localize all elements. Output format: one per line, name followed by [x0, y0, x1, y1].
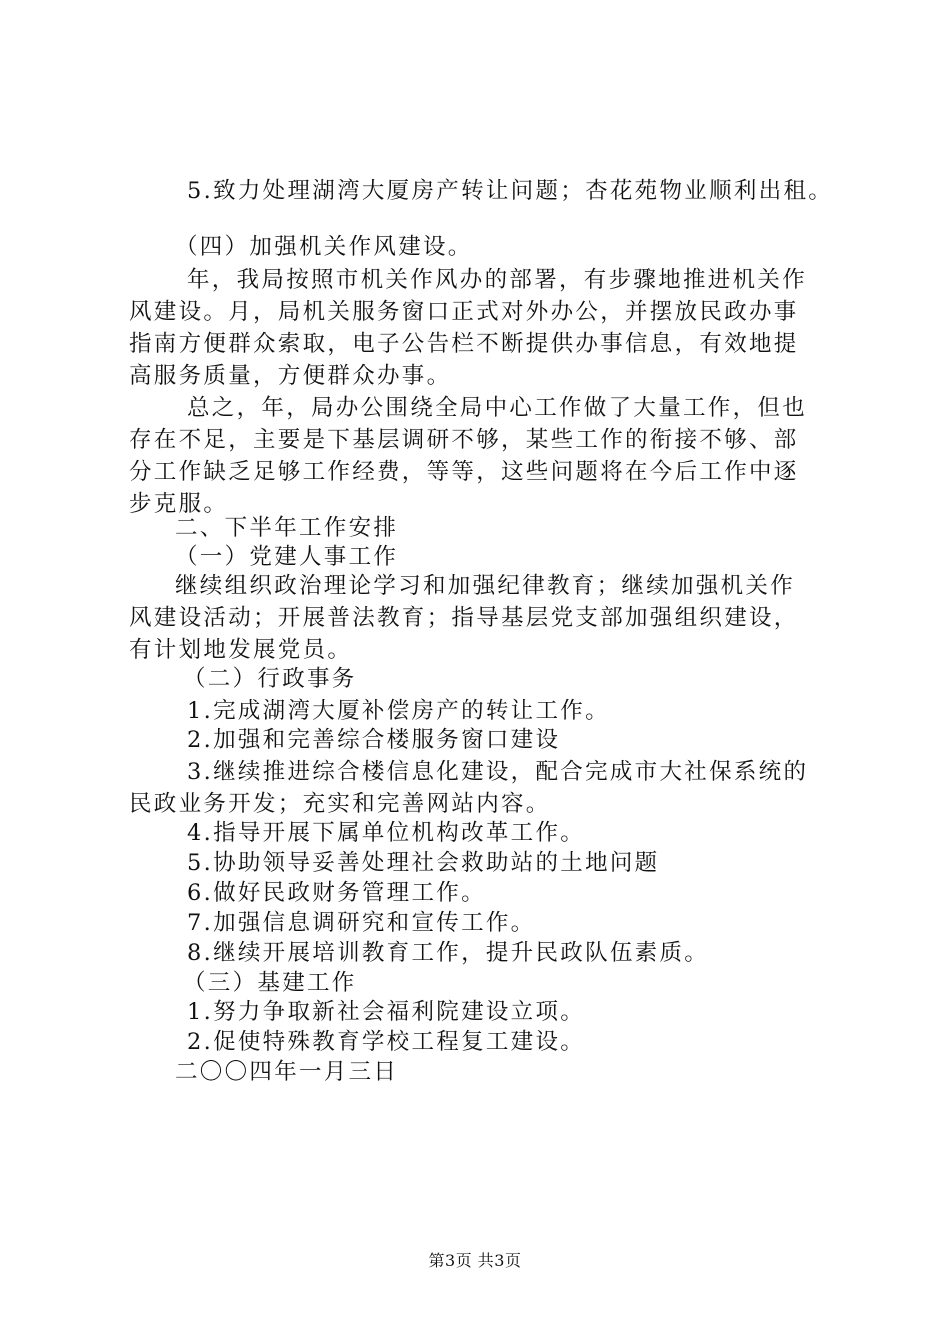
text-line: 继续组织政治理论学习和加强纪律教育；继续加强机关作: [175, 573, 796, 599]
section-heading: （一）党建人事工作: [175, 544, 399, 570]
list-item: 5.协助领导妥善处理社会救助站的土地问题: [187, 850, 660, 876]
list-item: 8.继续开展培训教育工作，提升民政队伍素质。: [187, 940, 710, 966]
section-heading: 二、下半年工作安排: [175, 515, 399, 541]
text-line: 总之，年，局办公围绕全局中心工作做了大量工作，但也: [187, 395, 808, 421]
text-line: 存在不足，主要是下基层调研不够，某些工作的衔接不够、部: [129, 427, 799, 453]
text-line: 风建设活动；开展普法教育；指导基层党支部加强组织建设，: [129, 605, 799, 631]
text-line: 风建设。月，局机关服务窗口正式对外办公，并摆放民政办事: [129, 299, 799, 325]
list-item: 1.努力争取新社会福利院建设立项。: [187, 999, 586, 1025]
document-date: 二〇〇四年一月三日: [175, 1059, 399, 1085]
section-heading: （二）行政事务: [183, 666, 357, 692]
list-item: 6.做好民政财务管理工作。: [187, 880, 486, 906]
text-line: 分工作缺乏足够工作经费，等等，这些问题将在今后工作中逐: [129, 459, 799, 485]
text-line: 高服务质量，方便群众办事。: [129, 363, 452, 389]
list-item: 2.促使特殊教育学校工程复工建设。: [187, 1029, 586, 1055]
text-line: 有计划地发展党员。: [129, 637, 353, 663]
text-line: 年，我局按照市机关作风办的部署，有步骤地推进机关作: [187, 267, 808, 293]
section-heading: （四）加强机关作风建设。: [175, 234, 473, 260]
section-heading: （三）基建工作: [183, 970, 357, 996]
list-item: 4.指导开展下属单位机构改革工作。: [187, 820, 586, 846]
list-item: 2.加强和完善综合楼服务窗口建设: [187, 727, 561, 753]
list-item: 7.加强信息调研究和宣传工作。: [187, 910, 536, 936]
list-item: 1.完成湖湾大厦补偿房产的转让工作。: [187, 698, 610, 724]
text-line: 5.致力处理湖湾大厦房产转让问题；杏花苑物业顺利出租。: [187, 178, 834, 204]
page-number-footer: 第3页 共3页: [428, 1251, 522, 1270]
text-line: 民政业务开发；充实和完善网站内容。: [129, 791, 551, 817]
text-line: 步克服。: [129, 491, 229, 517]
text-line: 指南方便群众索取，电子公告栏不断提供办事信息，有效地提: [129, 331, 799, 357]
list-item: 3.继续推进综合楼信息化建设，配合完成市大社保系统的: [187, 759, 809, 785]
